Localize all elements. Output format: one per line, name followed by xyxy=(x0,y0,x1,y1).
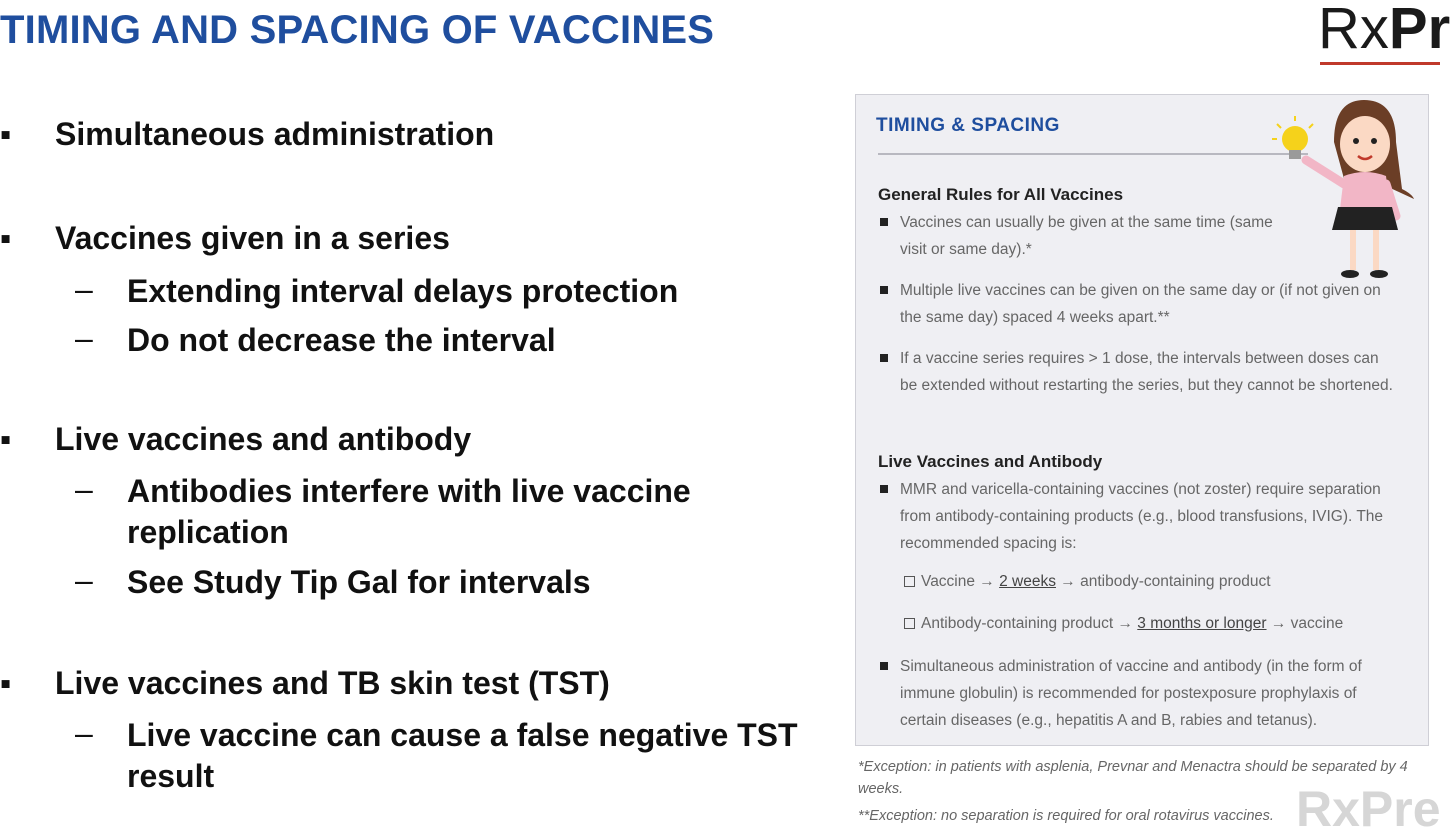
checkbox-icon xyxy=(904,576,915,587)
live-vaccine-item: Simultaneous administration of vaccine and antibody (in the form of immune globulin) is recommended for postexposure prophylaxis of certain diseases (e.g., hepatitis A and B, rabies and tetanus). xyxy=(878,653,1398,734)
sub-bullet-dash: – xyxy=(75,320,93,356)
general-rule-item: Vaccines can usually be given at the same time (same visit or same day).* xyxy=(878,209,1278,263)
live-vaccine-item: MMR and varicella-containing vaccines (not zoster) require separation from antibody-containing products (e.g., blood transfusions, IVIG). The recommended spacing is: xyxy=(878,476,1398,557)
sub-bullet-text: Do not decrease the interval xyxy=(127,322,556,358)
rxprep-watermark: RxPre xyxy=(1296,781,1441,837)
lightbulb-icon xyxy=(1272,116,1313,159)
general-rule-item: Multiple live vaccines can be given on the same day or (if not given on the same day) spaced 4 weeks apart.** xyxy=(878,277,1398,331)
spacing-rule-1: Vaccine → 2 weeks → antibody-containing product xyxy=(904,573,1271,591)
infobox-divider xyxy=(878,153,1308,155)
sub-bullet-text: Live vaccine can cause a false negative TST result xyxy=(127,717,798,794)
bullet-text: Vaccines given in a series xyxy=(55,220,450,256)
square-bullet-icon xyxy=(880,485,888,493)
square-bullet-icon xyxy=(880,662,888,670)
bullet-marker: ▪ xyxy=(0,665,12,701)
sub-bullet-dash: – xyxy=(75,471,93,507)
sub-bullet-text: Extending interval delays protection xyxy=(127,273,679,309)
live-vaccines-title: Live Vaccines and Antibody xyxy=(878,452,1103,471)
checkbox-icon xyxy=(904,618,915,629)
rxprep-logo xyxy=(1318,0,1450,66)
logo-text-rx: Rx xyxy=(1318,0,1389,61)
general-rule-item: If a vaccine series requires > 1 dose, the intervals between doses can be extended without restarting the series, but they cannot be shortened. xyxy=(878,345,1398,399)
sub-bullet-text: Antibodies interfere with live vaccine replication xyxy=(127,473,691,550)
footnote-1: *Exception: in patients with asplenia, Prevnar and Menactra should be separated by 4 weeks. xyxy=(858,759,1408,797)
logo-text-pr: Pr xyxy=(1388,0,1450,61)
bullet-text: Live vaccines and TB skin test (TST) xyxy=(55,665,610,701)
sub-bullet-dash: – xyxy=(75,562,93,598)
spacing-rule-2: Antibody-containing product → 3 months or longer → vaccine xyxy=(904,615,1343,633)
footnote-2: **Exception: no separation is required for oral rotavirus vaccines. xyxy=(858,808,1274,824)
logo-underline xyxy=(1320,62,1440,65)
sub-bullet-dash: – xyxy=(75,715,93,751)
study-tip-gal-illustration xyxy=(1262,94,1422,294)
infobox-heading: TIMING & SPACING xyxy=(876,115,1060,136)
square-bullet-icon xyxy=(880,286,888,294)
square-bullet-icon xyxy=(880,354,888,362)
bullet-text: Live vaccines and antibody xyxy=(55,421,472,457)
general-rules-title: General Rules for All Vaccines xyxy=(878,185,1124,204)
bullet-marker: ▪ xyxy=(0,116,12,152)
square-bullet-icon xyxy=(880,218,888,226)
slide-title: TIMING AND SPACING OF VACCINES xyxy=(0,8,715,52)
sub-bullet-dash: – xyxy=(75,271,93,307)
sub-bullet-text: See Study Tip Gal for intervals xyxy=(127,564,591,600)
bullet-text: Simultaneous administration xyxy=(55,116,495,152)
bullet-marker: ▪ xyxy=(0,421,12,457)
bullet-marker: ▪ xyxy=(0,220,12,256)
